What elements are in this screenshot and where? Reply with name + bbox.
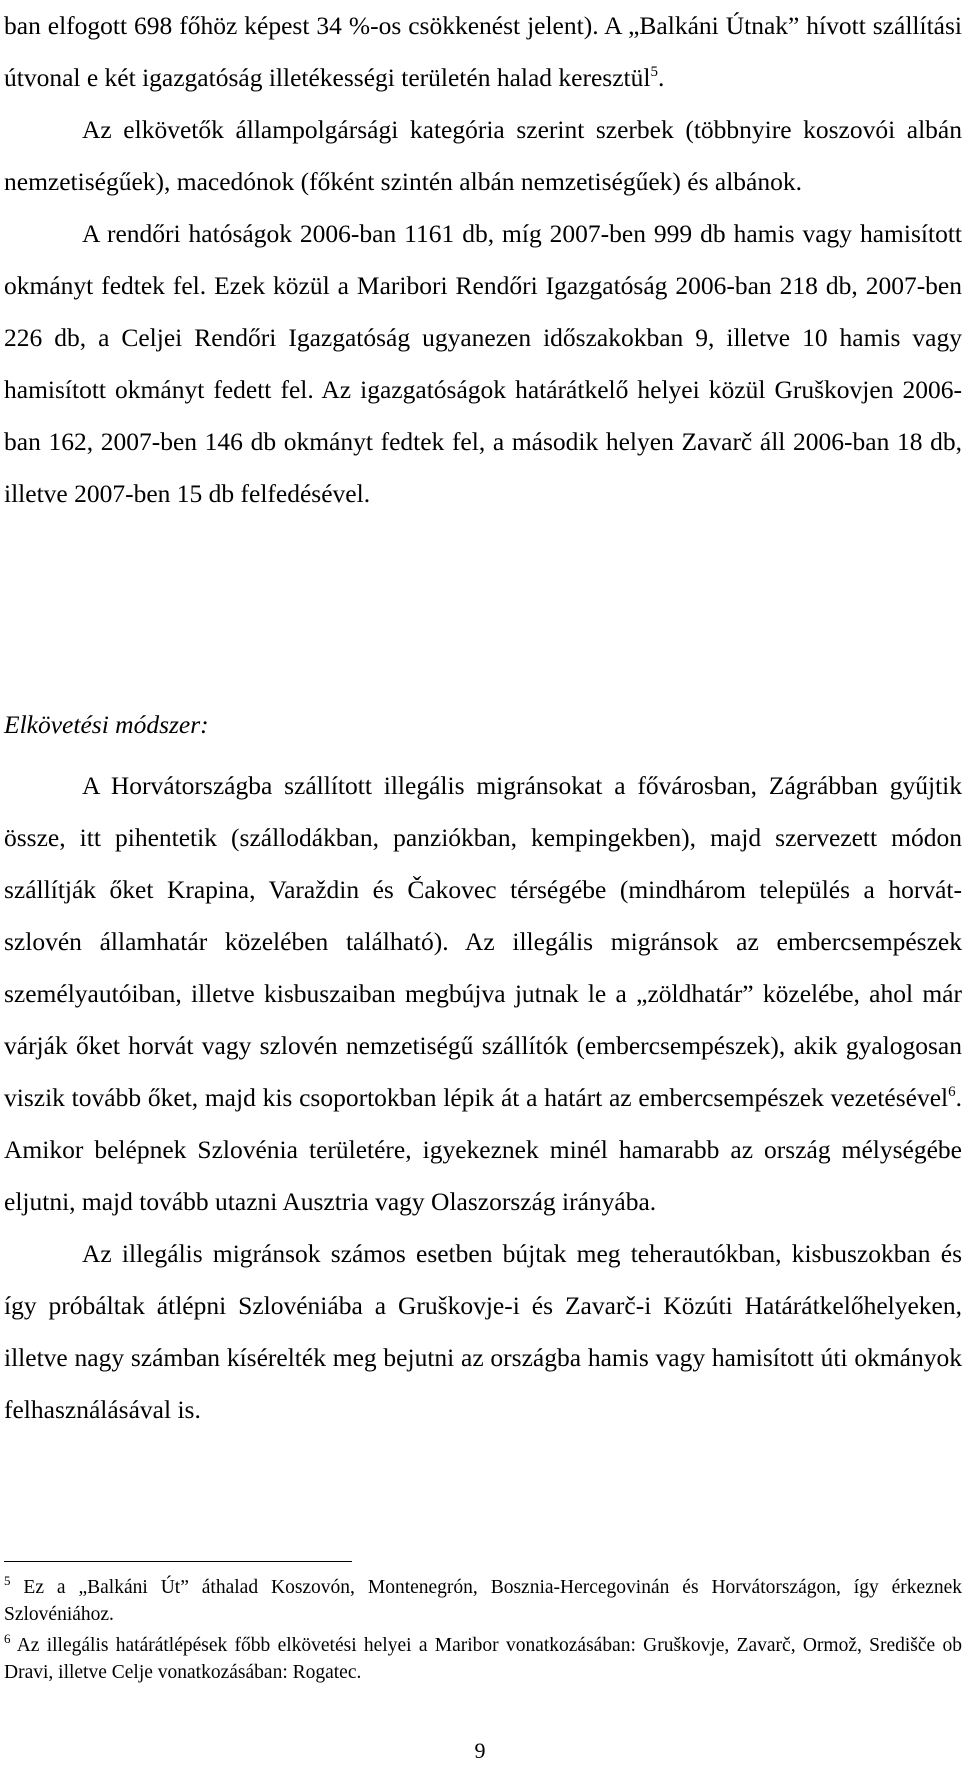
section-heading: Elkövetési módszer: xyxy=(4,710,209,739)
paragraph-documents: A rendőri hatóságok 2006-ban 1161 db, míg 2007-ben 999 db hamis vagy hamisított okmányt fedtek fel. Ezek közül a Maribori Rendőri Igazgatóság 2006-ban 218 db, 2007-ben 226 db, a Celjei Rendőri Igazgatóság ugyanezen időszakokban 9, illetve 10 hamis vagy hamisított okmányt fedett fel. Az igazgatóságok határátkelő helyei közül Gruškovjen 2006-ban 162, 2007-ben 146 db okmányt fedtek fel, a második helyen Zavarč áll 2006-ban 18 db, illetve 2007-ben 15 db felfedésével. xyxy=(4,219,962,508)
page-number: 9 xyxy=(474,1738,486,1763)
paragraph-continuation xyxy=(4,0,962,104)
footnote-ref-6: 6 xyxy=(948,1084,956,1100)
footnote-number: 5 xyxy=(4,1573,11,1588)
paragraph-method xyxy=(4,760,962,1228)
footnotes xyxy=(4,1574,962,1690)
paragraph-text-end: . Amikor belépnek Szlovénia területére, igyekeznek minél hamarabb az ország mélységébe eljutni, majd tovább utazni Ausztria vagy Olaszország irányába. xyxy=(4,1083,962,1216)
paragraph-trucks: Az illegális migránsok számos esetben bújtak meg teherautókban, kisbuszokban és így próbáltak átlépni Szlovéniába a Gruškovje-i és Zavarč-i Közúti Határátkelőhelyeken, illetve nagy számban kísérelték meg bejutni az országba hamis vagy hamisított úti okmányok felhasználásával is. xyxy=(4,1239,962,1424)
footnote-text: Az illegális határátlépések főbb elkövetési helyei a Maribor vonatkozásában: Gruškovje, Zavarč, Ormož, Središče ob Dravi, illetve Celje vonatkozásában: Rogatec. xyxy=(4,1635,962,1683)
paragraph-perpetrators: Az elkövetők állampolgársági kategória szerint szerbek (többnyire koszovói albán nemzetiségűek), macedónok (főként szintén albán nemzetiségűek) és albánok. xyxy=(4,115,962,196)
footnote-number: 6 xyxy=(4,1631,11,1646)
footnote-6 xyxy=(4,1632,962,1686)
body-text-top xyxy=(4,0,962,520)
paragraph-text: A Horvátországba szállított illegális migránsokat a fővárosban, Zágrábban gyűjtik össze, itt pihentetik (szállodákban, panziókban, kempingekben), majd szervezett módon szállítják őket Krapina, Varaždin és Čakovec térségébe (mindhárom település a horvát-szlovén államhatár közelében található). Az illegális migránsok az embercsempészek személyautóiban, illetve kisbuszaiban megbújva jutnak le a „zöldhatár” közelébe, ahol már várják őket horvát vagy szlovén nemzetiségű szállítók (embercsempészek), akik gyalogosan viszik tovább őket, majd kis csoportokban lépik át a határt az embercsempészek vezetésével xyxy=(4,771,962,1112)
body-text-method xyxy=(4,760,962,1436)
footnote-ref-5: 5 xyxy=(650,64,658,80)
paragraph-text-end: . xyxy=(657,63,665,92)
paragraph-text: ban elfogott 698 főhöz képest 34 %-os csökkenést jelent). A „Balkáni Útnak” hívott szállítási útvonal e két igazgatóság illetékességi területén halad keresztül xyxy=(4,11,962,92)
footnote-text: Ez a „Balkáni Út” áthalad Koszovón, Montenegrón, Bosznia-Hercegovinán és Horvátországon, így érkeznek Szlovéniához. xyxy=(4,1577,962,1625)
footnote-separator xyxy=(4,1561,352,1562)
footnote-5 xyxy=(4,1574,962,1628)
